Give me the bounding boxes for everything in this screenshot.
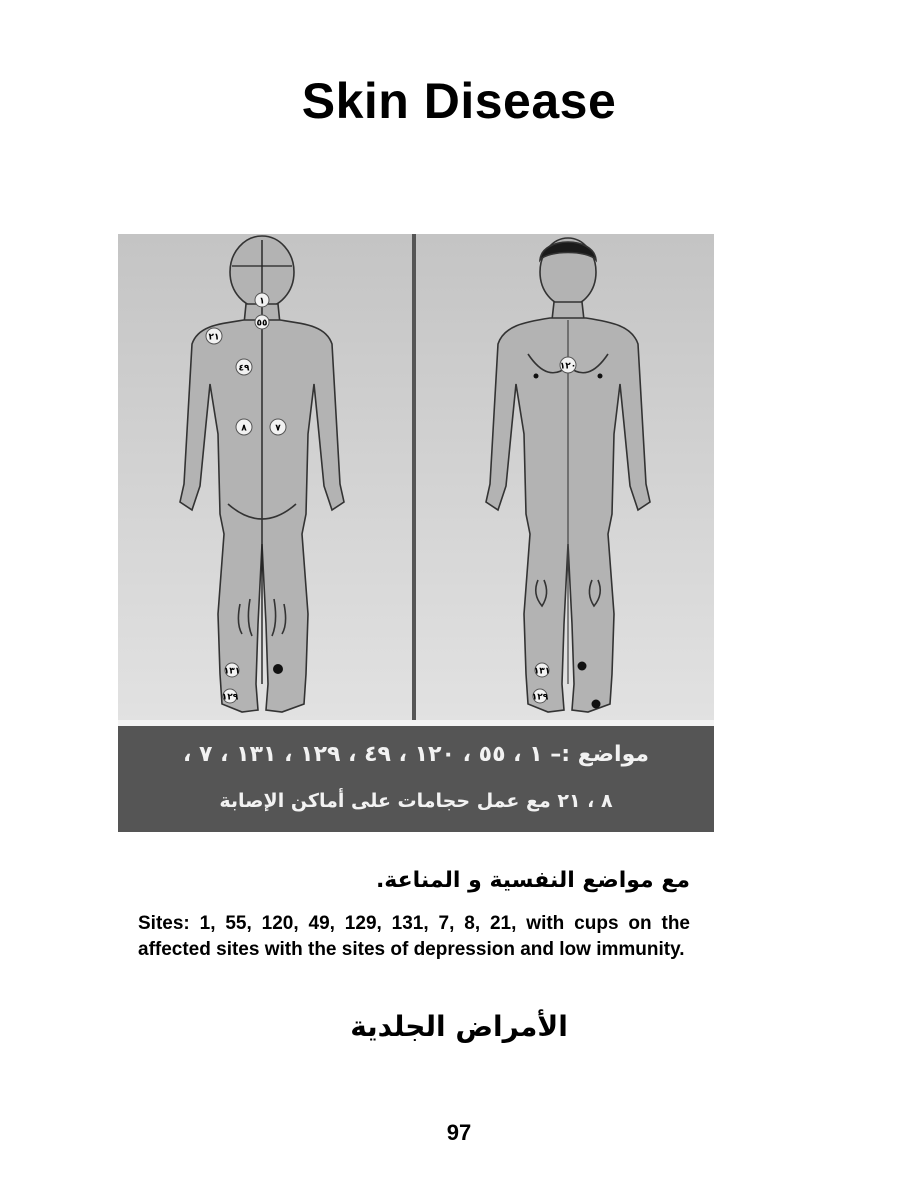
site-label: ١٢٩ [221, 692, 239, 703]
figure-caption-line-2: ٨ ، ٢١ مع عمل حجامات على أماكن الإصابة [219, 790, 613, 812]
site-label: ٧ [275, 423, 281, 434]
body-diagram [118, 234, 714, 726]
site-label: ١٢٠ [559, 361, 577, 372]
site-label: ٨ [241, 423, 247, 434]
page-number: 97 [446, 1120, 472, 1145]
arabic-sites-note: مع مواضع النفسية و المناعة. [375, 868, 690, 893]
cupping-sites-figure [118, 234, 714, 832]
site-label: ١ [259, 296, 265, 307]
arabic-heading: الأمراض الجلدية [350, 1010, 568, 1043]
site-label: ١٣١ [223, 666, 241, 677]
site-label: ٢١ [208, 332, 220, 343]
english-description: Sites: 1, 55, 120, 49, 129, 131, 7, 8, 21, with cups on the affected sites with the sites of depression and low immunity. [138, 913, 690, 960]
site-label: ١٣١ [533, 666, 551, 677]
site-label: ٤٩ [238, 363, 250, 374]
site-label: ١٢٩ [531, 692, 549, 703]
site-label: ٥٥ [256, 318, 268, 329]
page-title: Skin Disease [301, 73, 617, 129]
figure-caption-line-1: مواضع :– ١ ، ٥٥ ، ١٢٠ ، ٤٩ ، ١٢٩ ، ١٣١ ، ٧ ، [183, 742, 649, 767]
panel-divider [412, 234, 416, 726]
